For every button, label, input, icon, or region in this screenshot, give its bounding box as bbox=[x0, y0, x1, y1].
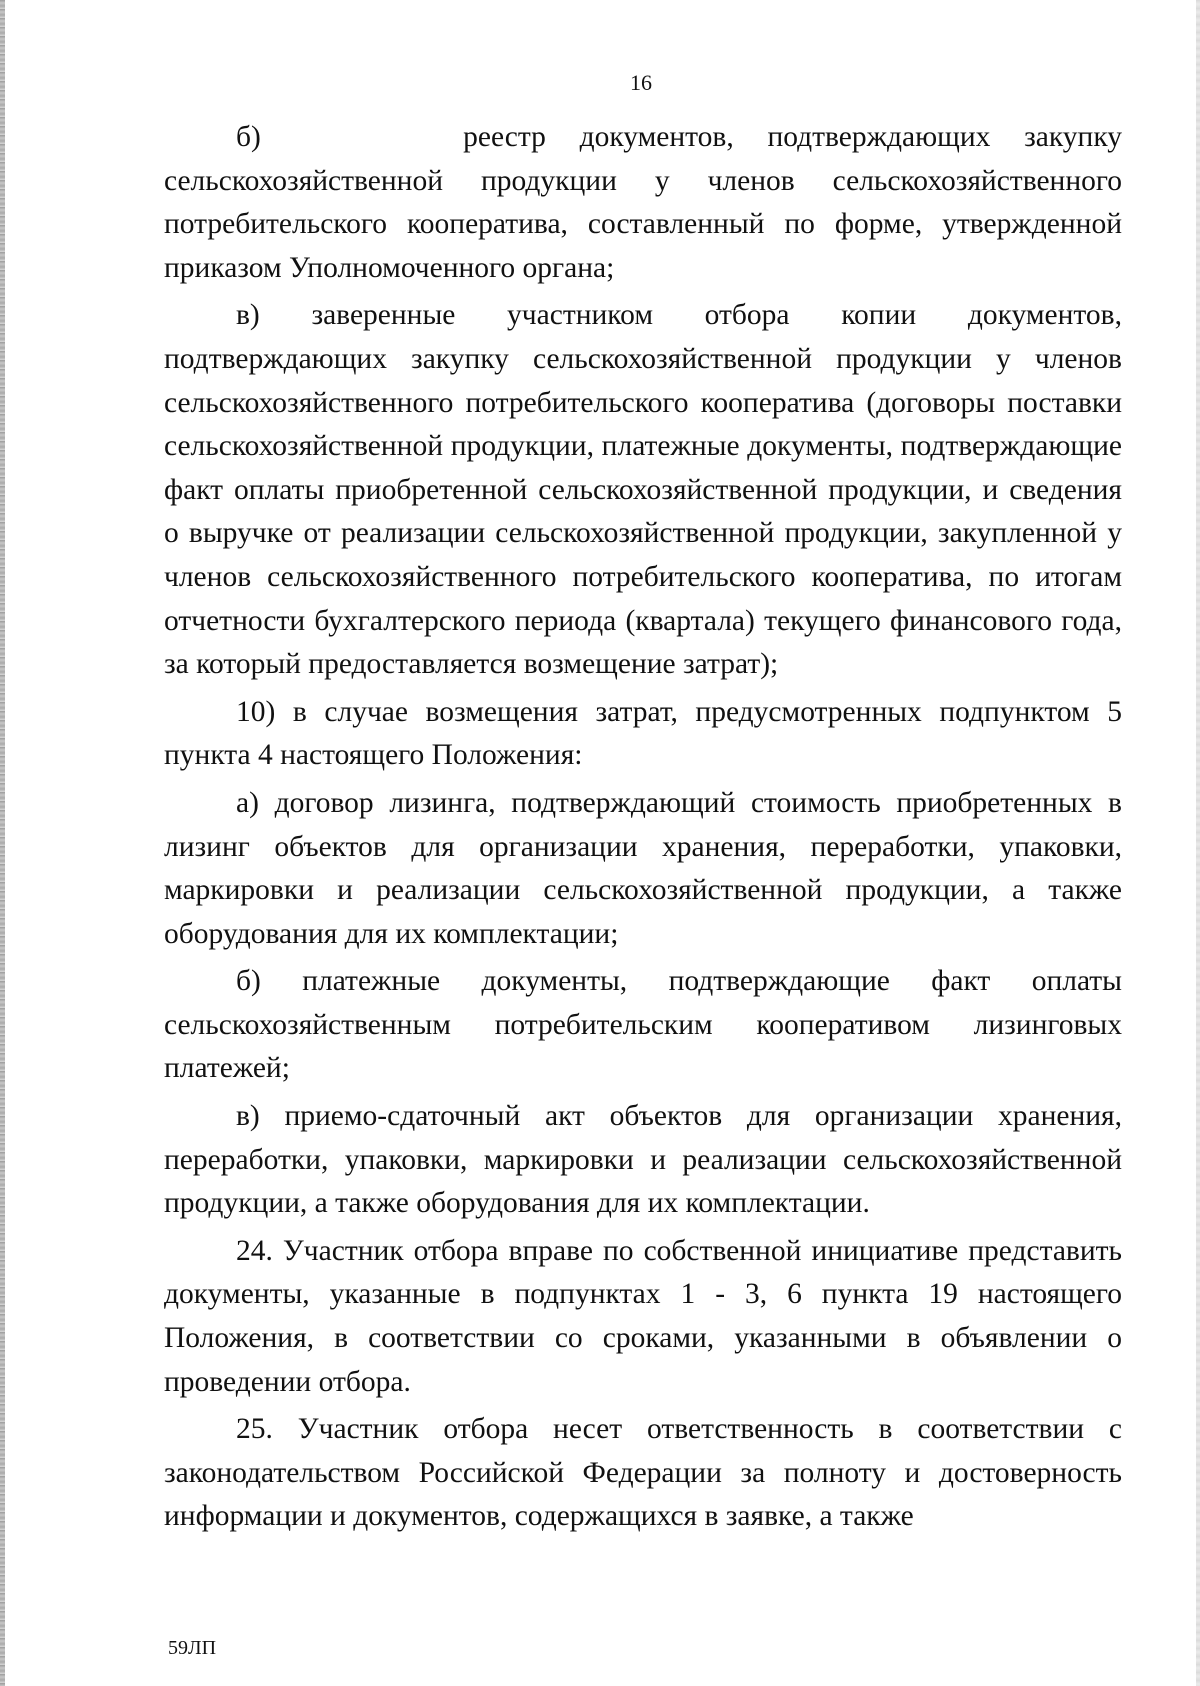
paragraph-24-initiative: 24. Участник отбора вправе по собственной инициативе представить документы, указанные в подпунктах 1 - 3, 6 пункта 19 настоящего Положения, в соответствии со сроками, указанными в объявлении о проведении отбора. bbox=[164, 1234, 1122, 1398]
paragraph-b-registry: б) реестр документов, подтверждающих закупку сельскохозяйственной продукции у членов сельскохозяйственного потребительского кооператива, составленный по форме, утвержденной приказом Уполномоченного органа; bbox=[164, 121, 1122, 284]
paragraph-v-acceptance-act: в) приемо-сдаточный акт объектов для организации хранения, переработки, упаковки, маркировки и реализации сельскохозяйственной продукции, а также оборудования для их комплектации. bbox=[164, 1100, 1122, 1220]
paragraph-b-payment-documents: б) платежные документы, подтверждающие факт оплаты сельскохозяйственным потребительским кооперативом лизинговых платежей; bbox=[164, 965, 1122, 1085]
scan-edge-left bbox=[0, 0, 5, 1686]
page-number: 16 bbox=[630, 70, 652, 95]
paragraph-10-reimbursement: 10) в случае возмещения затрат, предусмотренных подпунктом 5 пункта 4 настоящего Положения: bbox=[164, 695, 1122, 772]
scan-edge-right bbox=[1196, 0, 1200, 1686]
document-body bbox=[164, 116, 1122, 1543]
paragraph-a-leasing-contract: а) договор лизинга, подтверждающий стоимость приобретенных в лизинг объектов для организации хранения, переработки, упаковки, маркировки и реализации сельскохозяйственной продукции, а также оборудования для их комплектации; bbox=[164, 786, 1122, 950]
footer-document-code: 59ЛП bbox=[168, 1637, 217, 1659]
paragraph-v-certified-copies: в) заверенные участником отбора копии документов, подтверждающих закупку сельскохозяйственной продукции у членов сельскохозяйственного потребительского кооператива (договоры поставки сельскохозяйственной продукции, платежные документы, подтверждающие факт оплаты приобретенной сельскохозяйственной продукции, и сведения о выручке от реализации сельскохозяйственной продукции, закупленной у членов сельскохозяйственного потребительского кооператива, по итогам отчетности бухгалтерского периода (квартала) текущего финансового года, за который предоставляется возмещение затрат); bbox=[164, 299, 1122, 681]
paragraph-25-responsibility: 25. Участник отбора несет ответственность в соответствии с законодательством Российской Федерации за полноту и достоверность информации и документов, содержащихся в заявке, а также bbox=[164, 1413, 1122, 1533]
